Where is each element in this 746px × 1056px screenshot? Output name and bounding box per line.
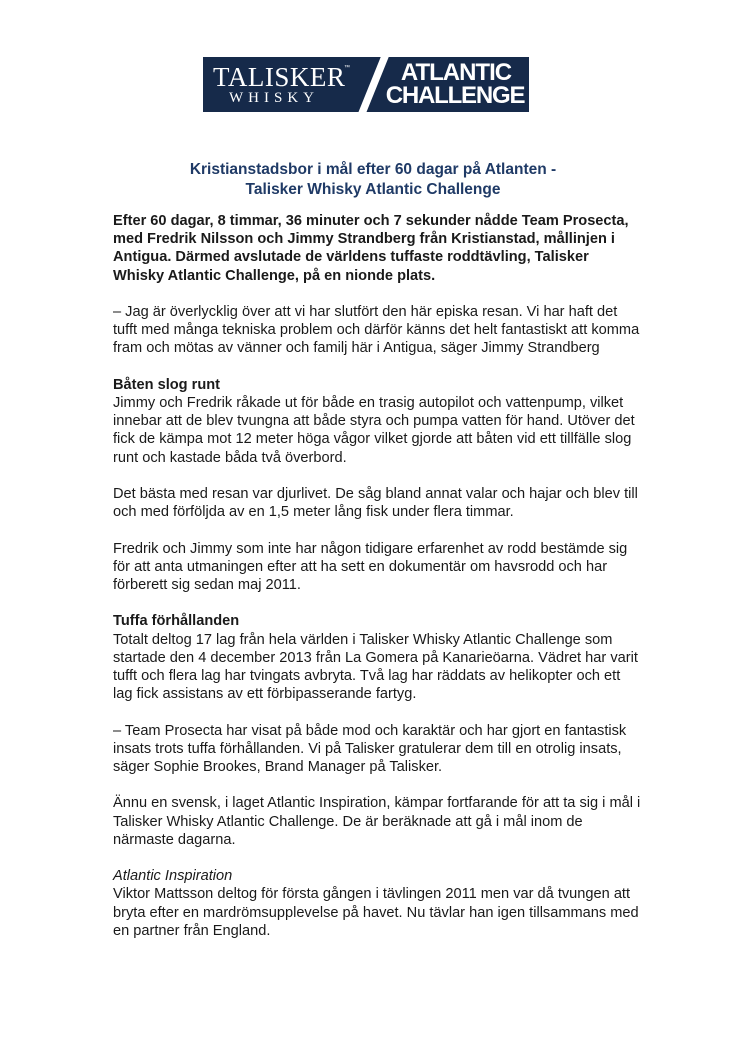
page-title-line1: Kristianstadsbor i mål efter 60 dagar på Atlanten - bbox=[189, 161, 557, 178]
section-paragraph: Viktor Mattsson deltog för första gången i tävlingen 2011 men var då tvungen att bryta efter en mardrömsupplevelse på havet. Nu tävlar han igen tillsammans med en partner från England. bbox=[113, 886, 639, 939]
section-heading: Tuffa förhållanden bbox=[113, 613, 240, 630]
section-paragraph: Totalt deltog 17 lag från hela världen i Talisker Whisky Atlantic Challenge som startade den 4 december 2013 från La Gomera på Kanarieöarna. Vädret har varit tufft och flera lag har tvingats avbryta. Två lag har räddats av helikopter och ett lag fick assistans av ett förbipasserande fartyg. bbox=[113, 631, 638, 703]
paragraph-experience: Fredrik och Jimmy som inte har någon tidigare erfarenhet av rodd bestämde sig för att anta utmaningen efter att ha sett en dokumentär om havsrodd och har förberett sig sedan maj 2011. bbox=[113, 540, 628, 593]
quote-sophie: – Team Prosecta har visat på både mod och karaktär och har gjort en fantastisk insats trots tuffa förhållanden. Vi på Talisker gratulerar dem till en otrolig insats, säger Sophie Brookes, Brand Manager på Talisker. bbox=[113, 722, 627, 775]
logo-trademark: ™ bbox=[344, 65, 350, 71]
section-heading: Atlantic Inspiration bbox=[113, 868, 233, 885]
page-title bbox=[113, 160, 633, 200]
section-heading: Båten slog runt bbox=[113, 376, 221, 393]
logo-event-bottom: CHALLENGE bbox=[385, 82, 525, 109]
logo-brand-top: TALISKER bbox=[213, 62, 346, 92]
paragraph-wildlife: Det bästa med resan var djurlivet. De såg bland annat valar och hajar och blev till och med förföljda av en 1,5 meter lång fisk under flera timmar. bbox=[113, 486, 638, 521]
logo-brand-bottom: WHISKY bbox=[229, 90, 319, 106]
paragraph-another-swede: Ännu en svensk, i laget Atlantic Inspiration, kämpar fortfarande för att ta sig i mål i Talisker Whisky Atlantic Challenge. De är beräknade att gå i mål inom de närmaste dagarna. bbox=[113, 795, 641, 848]
page-title-line2: Talisker Whisky Atlantic Challenge bbox=[245, 181, 501, 198]
section-boat-capsized bbox=[113, 376, 643, 467]
lead-paragraph: Efter 60 dagar, 8 timmar, 36 minuter och 7 sekunder nådde Team Prosecta, med Fredrik Nilsson och Jimmy Strandberg från Kristianstad, mållinjen i Antigua. Därmed avslutade de världens tuffaste roddtävling, Talisker Whisky Atlantic Challenge, på en nionde plats. bbox=[113, 213, 629, 284]
section-paragraph: Jimmy och Fredrik råkade ut för både en trasig autopilot och vattenpump, vilket innebar att de blev tvungna att både styra och pumpa vatten för hand. Utöver det fick de kämpa mot 12 meter höga vågor vilket gjorde att båten vid ett tillfälle slog runt och kastade båda två överbord. bbox=[113, 395, 635, 466]
quote-jimmy: – Jag är överlycklig över att vi har slutfört den här episka resan. Vi har haft det tufft med många tekniska problem och därför känns det helt fantastiskt att komma fram och mötas av vänner och familj här i Antigua, säger Jimmy Strandberg bbox=[113, 304, 640, 357]
talisker-atlantic-challenge-logo bbox=[203, 57, 529, 112]
logo-event-top: ATLANTIC bbox=[400, 59, 512, 86]
section-tough-conditions bbox=[113, 612, 643, 703]
section-atlantic-inspiration bbox=[113, 867, 643, 940]
article-body bbox=[113, 212, 643, 958]
